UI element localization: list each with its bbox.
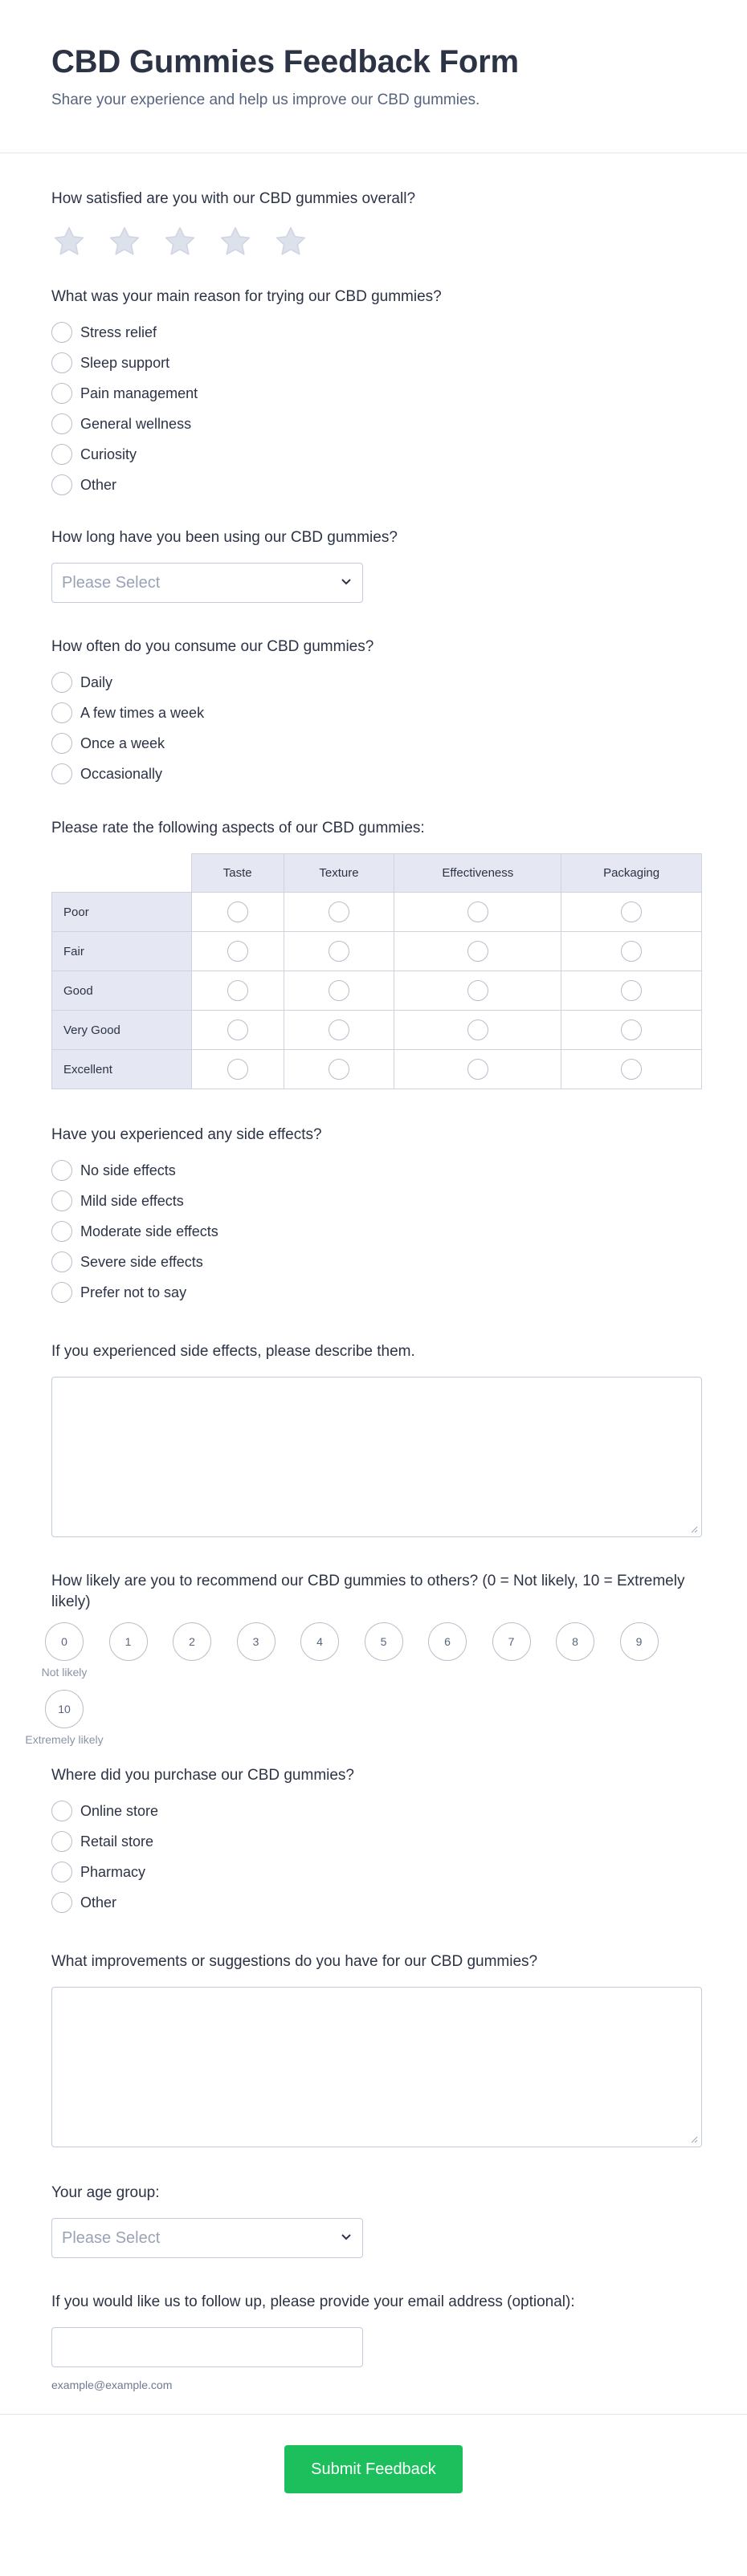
side-effects-option[interactable] — [51, 1216, 702, 1247]
resize-grip-icon[interactable] — [690, 2135, 698, 2143]
chevron-down-icon — [340, 575, 353, 592]
star-icon[interactable] — [218, 224, 258, 259]
frequency-radio[interactable] — [51, 702, 72, 723]
matrix-row-label: Fair — [52, 932, 192, 971]
age-select-placeholder: Please Select — [62, 2228, 161, 2247]
purchase-question: Where did you purchase our CBD gummies? — [51, 1767, 355, 1784]
matrix-radio[interactable] — [621, 1059, 642, 1080]
matrix-radio[interactable] — [467, 1019, 488, 1040]
frequency-option-label: Once a week — [80, 735, 165, 751]
form-subtitle: Share your experience and help us improve our CBD gummies. — [51, 92, 480, 108]
reason-option-label: Pain management — [80, 385, 198, 401]
frequency-option-label: Occasionally — [80, 765, 163, 782]
purchase-section — [51, 1743, 702, 1918]
matrix-radio[interactable] — [621, 901, 642, 922]
side-effects-radio[interactable] — [51, 1160, 72, 1181]
side-effects-radio[interactable] — [51, 1282, 72, 1303]
matrix-cell — [394, 932, 561, 971]
satisfaction-question: How satisfied are you with our CBD gummies overall? — [51, 190, 416, 207]
matrix-row-label: Good — [52, 971, 192, 1011]
scale-circle[interactable]: 2 — [173, 1622, 211, 1661]
duration-question: How long have you been using our CBD gummies? — [51, 529, 398, 546]
matrix-radio[interactable] — [467, 1059, 488, 1080]
matrix-radio[interactable] — [467, 901, 488, 922]
aspects-section — [51, 789, 702, 1089]
star-icon[interactable] — [107, 224, 147, 259]
form-body — [0, 153, 747, 2391]
duration-select-placeholder: Please Select — [62, 573, 161, 592]
frequency-section — [51, 603, 702, 789]
scale-option[interactable] — [583, 1622, 696, 1661]
matrix-column-header: Texture — [284, 854, 394, 893]
matrix-cell — [284, 932, 394, 971]
duration-section — [51, 500, 702, 603]
purchase-options — [51, 1796, 702, 1918]
matrix-radio[interactable] — [227, 1059, 248, 1080]
form-footer — [0, 2414, 747, 2532]
matrix-row — [52, 1050, 702, 1089]
reason-section — [51, 259, 702, 500]
reason-radio[interactable] — [51, 352, 72, 373]
scale-circle[interactable]: 4 — [300, 1622, 339, 1661]
matrix-cell — [284, 971, 394, 1011]
matrix-cell — [561, 932, 702, 971]
star-icon[interactable] — [51, 224, 92, 259]
matrix-radio[interactable] — [621, 941, 642, 962]
scale-circle[interactable]: 9 — [620, 1622, 659, 1661]
frequency-option[interactable] — [51, 759, 702, 789]
matrix-row — [52, 932, 702, 971]
matrix-cell — [284, 1011, 394, 1050]
scale-high-label: Extremely likely — [25, 1733, 104, 1746]
scale-circle[interactable]: 7 — [492, 1622, 531, 1661]
duration-select[interactable] — [51, 563, 363, 603]
matrix-radio[interactable] — [227, 980, 248, 1001]
matrix-cell — [561, 893, 702, 932]
reason-radio[interactable] — [51, 474, 72, 495]
email-section — [51, 2258, 702, 2391]
matrix-cell — [191, 1050, 284, 1089]
scale-low-label: Not likely — [41, 1666, 88, 1679]
reason-option-label: Stress relief — [80, 324, 157, 340]
matrix-radio[interactable] — [227, 901, 248, 922]
reason-option[interactable] — [51, 409, 702, 439]
scale-circle[interactable]: 0 — [45, 1622, 84, 1661]
purchase-radio[interactable] — [51, 1892, 72, 1913]
side-effects-options — [51, 1155, 702, 1308]
matrix-radio[interactable] — [621, 980, 642, 1001]
side-effects-option-label: Prefer not to say — [80, 1284, 187, 1300]
purchase-option-label: Retail store — [80, 1833, 154, 1850]
frequency-radio[interactable] — [51, 672, 72, 693]
matrix-corner — [52, 854, 192, 893]
scale-option[interactable] — [8, 1690, 120, 1746]
side-effects-option[interactable] — [51, 1277, 702, 1308]
recommend-question: How likely are you to recommend our CBD gummies to others? (0 = Not likely, 10 = Extremely likely) — [51, 1573, 685, 1610]
matrix-row — [52, 1011, 702, 1050]
frequency-question: How often do you consume our CBD gummies? — [51, 638, 374, 655]
scale-circle[interactable]: 5 — [365, 1622, 403, 1661]
matrix-radio[interactable] — [329, 1059, 349, 1080]
matrix-row — [52, 971, 702, 1011]
side-effects-radio[interactable] — [51, 1221, 72, 1242]
scale-circle[interactable]: 8 — [556, 1622, 594, 1661]
email-question: If you would like us to follow up, please provide your email address (optional): — [51, 2293, 575, 2310]
reason-radio[interactable] — [51, 413, 72, 434]
matrix-cell — [284, 893, 394, 932]
matrix-cell — [191, 1011, 284, 1050]
matrix-column-header: Taste — [191, 854, 284, 893]
purchase-radio[interactable] — [51, 1831, 72, 1852]
matrix-cell — [394, 1011, 561, 1050]
scale-circle[interactable]: 10 — [45, 1690, 84, 1728]
reason-option[interactable] — [51, 348, 702, 378]
matrix-cell — [561, 1011, 702, 1050]
recommend-section — [25, 1537, 702, 1746]
reason-options — [51, 317, 702, 500]
side-effects-option[interactable] — [51, 1247, 702, 1277]
side-effects-section — [51, 1089, 702, 1308]
purchase-option[interactable] — [51, 1857, 702, 1887]
purchase-radio[interactable] — [51, 1862, 72, 1882]
matrix-row-label: Excellent — [52, 1050, 192, 1089]
reason-option[interactable] — [51, 317, 702, 348]
reason-question: What was your main reason for trying our CBD gummies? — [51, 288, 442, 305]
purchase-option-label: Online store — [80, 1802, 159, 1819]
reason-option-label: General wellness — [80, 415, 192, 432]
matrix-row — [52, 893, 702, 932]
matrix-cell — [394, 893, 561, 932]
email-input[interactable] — [51, 2327, 363, 2367]
purchase-option-label: Other — [80, 1894, 117, 1911]
side-effects-option-label: Moderate side effects — [80, 1223, 218, 1239]
matrix-radio[interactable] — [329, 901, 349, 922]
frequency-options — [51, 667, 702, 789]
chevron-down-icon — [340, 2230, 353, 2247]
matrix-cell — [191, 893, 284, 932]
age-section — [51, 2147, 702, 2258]
email-sublabel: example@example.com — [51, 2379, 173, 2391]
side-effects-radio[interactable] — [51, 1251, 72, 1272]
matrix-radio[interactable] — [329, 1019, 349, 1040]
aspects-question: Please rate the following aspects of our CBD gummies: — [51, 820, 425, 836]
frequency-radio[interactable] — [51, 733, 72, 754]
side-effects-option-label: No side effects — [80, 1162, 176, 1178]
reason-radio[interactable] — [51, 383, 72, 404]
suggestions-question: What improvements or suggestions do you have for our CBD gummies? — [51, 1953, 538, 1970]
satisfaction-section — [51, 153, 702, 259]
reason-option[interactable] — [51, 378, 702, 409]
reason-radio[interactable] — [51, 322, 72, 343]
aspects-matrix — [51, 853, 702, 1089]
star-icon[interactable] — [162, 224, 202, 259]
scale-circle[interactable]: 6 — [428, 1622, 467, 1661]
matrix-radio[interactable] — [467, 941, 488, 962]
reason-radio[interactable] — [51, 444, 72, 465]
matrix-radio[interactable] — [329, 980, 349, 1001]
side-effects-option[interactable] — [51, 1186, 702, 1216]
matrix-cell — [561, 1050, 702, 1089]
star-rating — [51, 224, 702, 259]
purchase-option[interactable] — [51, 1887, 702, 1918]
resize-grip-icon[interactable] — [690, 1525, 698, 1533]
side-effects-desc-question: If you experienced side effects, please describe them. — [51, 1343, 415, 1360]
reason-option-label: Sleep support — [80, 354, 170, 371]
submit-button[interactable]: Submit Feedback — [284, 2445, 463, 2493]
suggestions-section — [51, 1918, 702, 2147]
suggestions-textarea[interactable] — [51, 1987, 702, 2147]
frequency-option[interactable] — [51, 698, 702, 728]
matrix-radio[interactable] — [227, 1019, 248, 1040]
side-effects-textarea[interactable] — [51, 1377, 702, 1537]
purchase-option-label: Pharmacy — [80, 1863, 146, 1880]
matrix-cell — [191, 971, 284, 1011]
recommend-scale — [25, 1622, 702, 1746]
side-effects-option-label: Severe side effects — [80, 1253, 203, 1270]
side-effects-radio[interactable] — [51, 1190, 72, 1211]
matrix-radio[interactable] — [621, 1019, 642, 1040]
scale-circle[interactable]: 1 — [109, 1622, 148, 1661]
matrix-column-header: Packaging — [561, 854, 702, 893]
frequency-option[interactable] — [51, 728, 702, 759]
age-select[interactable] — [51, 2218, 363, 2258]
purchase-option[interactable] — [51, 1826, 702, 1857]
scale-circle[interactable]: 3 — [237, 1622, 276, 1661]
purchase-option[interactable] — [51, 1796, 702, 1826]
frequency-radio[interactable] — [51, 763, 72, 784]
side-effects-question: Have you experienced any side effects? — [51, 1126, 322, 1143]
star-icon[interactable] — [273, 224, 313, 259]
reason-option-label: Other — [80, 476, 117, 493]
matrix-cell — [561, 971, 702, 1011]
frequency-option-label: Daily — [80, 674, 113, 690]
purchase-radio[interactable] — [51, 1801, 72, 1821]
reason-option[interactable] — [51, 470, 702, 500]
matrix-cell — [394, 1050, 561, 1089]
frequency-option[interactable] — [51, 667, 702, 698]
age-question: Your age group: — [51, 2184, 160, 2201]
matrix-radio[interactable] — [329, 941, 349, 962]
matrix-cell — [394, 971, 561, 1011]
matrix-cell — [284, 1050, 394, 1089]
side-effects-option-label: Mild side effects — [80, 1192, 184, 1209]
matrix-radio[interactable] — [467, 980, 488, 1001]
matrix-row-label: Very Good — [52, 1011, 192, 1050]
matrix-row-label: Poor — [52, 893, 192, 932]
side-effects-option[interactable] — [51, 1155, 702, 1186]
reason-option[interactable] — [51, 439, 702, 470]
frequency-option-label: A few times a week — [80, 704, 205, 721]
form-header — [0, 0, 747, 153]
form-title: CBD Gummies Feedback Form — [51, 44, 519, 79]
matrix-cell — [191, 932, 284, 971]
reason-option-label: Curiosity — [80, 446, 137, 462]
matrix-column-header: Effectiveness — [394, 854, 561, 893]
side-effects-desc-section — [51, 1308, 702, 1537]
matrix-radio[interactable] — [227, 941, 248, 962]
